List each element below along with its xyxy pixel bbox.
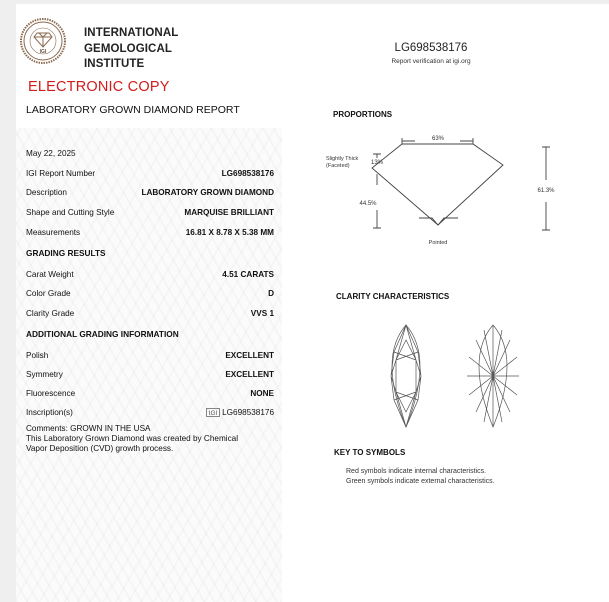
grading-results-heading: GRADING RESULTS [26, 248, 106, 258]
row-label: Symmetry [26, 370, 63, 379]
row-value: EXCELLENT [225, 351, 274, 360]
row-value: 4.51 CARATS [222, 270, 274, 279]
row-label: Polish [26, 351, 49, 360]
detail-row [26, 208, 274, 217]
row-value: LABORATORY GROWN DIAMOND [141, 188, 274, 197]
igi-seal-logo [20, 18, 66, 64]
row-label: Color Grade [26, 289, 71, 298]
row-value: LG698538176 [222, 408, 274, 417]
watermark-panel [16, 128, 282, 602]
crown-facets [391, 325, 421, 427]
row-label: Carat Weight [26, 270, 74, 279]
grading-row [26, 309, 274, 318]
key-line: Red symbols indicate internal characteristics. [346, 468, 487, 475]
org-line: INSTITUTE [84, 58, 145, 70]
pavilion-facets [467, 325, 519, 427]
row-label: Inscription(s) [26, 408, 73, 417]
report-page [16, 4, 609, 602]
pavilion-percent: 44.5% [359, 201, 377, 207]
girdle-label: (Faceted) [326, 163, 350, 169]
detail-row [26, 228, 274, 237]
additional-row [26, 351, 274, 360]
org-line: GEMOLOGICAL [84, 42, 172, 55]
additional-row [26, 389, 274, 398]
clarity-plot [376, 322, 536, 430]
grading-row [26, 270, 274, 279]
row-value: D [268, 289, 274, 298]
detail-row [26, 188, 274, 197]
electronic-copy-label: ELECTRONIC COPY [28, 79, 170, 95]
proportions-heading: PROPORTIONS [333, 110, 393, 119]
culet-marker [419, 218, 458, 225]
grading-row [26, 289, 274, 298]
proportions-diagram [320, 130, 560, 250]
key-line: Green symbols indicate external characteristics. [346, 477, 495, 485]
row-label: Fluorescence [26, 389, 76, 398]
svg-text:IGI: IGI [208, 410, 218, 417]
additional-row [26, 408, 274, 417]
depth-percent: 61.3% [537, 188, 555, 194]
comment-line: Comments: GROWN IN THE USA [26, 424, 151, 433]
key-to-symbols [346, 467, 495, 486]
row-value: EXCELLENT [225, 370, 274, 379]
comment-line: This Laboratory Grown Diamond was created by Chemical [26, 434, 239, 443]
row-value: VVS 1 [250, 309, 274, 318]
row-label: Clarity Grade [26, 309, 75, 318]
clarity-heading: CLARITY CHARACTERISTICS [336, 292, 450, 301]
comment-line: Vapor Deposition (CVD) growth process. [26, 444, 174, 453]
org-line: INTERNATIONAL [84, 27, 179, 39]
comments [26, 424, 276, 454]
key-heading: KEY TO SYMBOLS [334, 448, 406, 457]
date-value: May 22, 2025 [26, 149, 76, 158]
igi-logo-icon [206, 408, 220, 417]
row-value: LG698538176 [221, 169, 274, 178]
svg-text:IGI: IGI [39, 49, 47, 55]
table-percent: 63% [431, 136, 445, 142]
additional-info-heading: ADDITIONAL GRADING INFORMATION [26, 329, 179, 339]
organization-name [84, 26, 178, 73]
crown-percent: 13% [370, 160, 384, 166]
row-label: Shape and Cutting Style [26, 208, 115, 217]
diamond-profile [372, 144, 503, 225]
row-value: MARQUISE BRILLIANT [184, 208, 274, 217]
row-label: Description [26, 188, 67, 197]
date [26, 149, 274, 158]
row-label: IGI Report Number [26, 169, 96, 178]
inscription-value [206, 408, 274, 417]
culet-label: Pointed [428, 240, 448, 246]
verification-link[interactable]: Report verification at igi.org [391, 58, 471, 65]
report-number: LG698538176 [394, 42, 468, 54]
row-value: NONE [250, 389, 274, 398]
girdle-label: Slightly Thick [326, 156, 359, 162]
row-value: 16.81 X 8.78 X 5.38 MM [185, 228, 274, 237]
additional-row [26, 370, 274, 379]
row-label: Measurements [26, 228, 81, 237]
detail-row [26, 169, 274, 178]
report-title: LABORATORY GROWN DIAMOND REPORT [26, 104, 240, 116]
